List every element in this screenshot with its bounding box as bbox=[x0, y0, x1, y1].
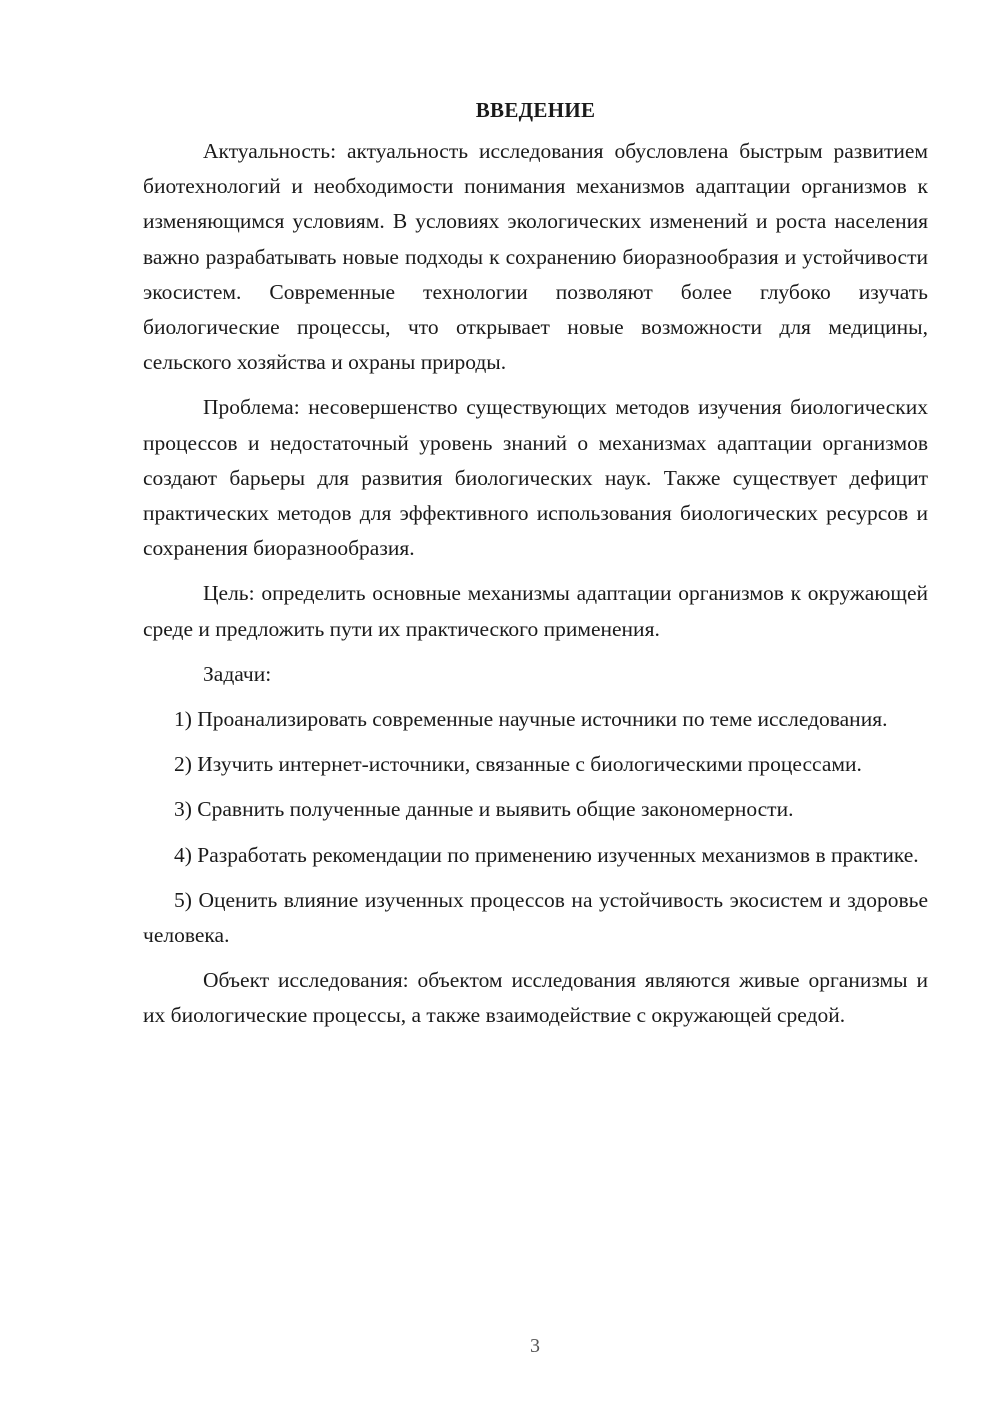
task-item: 1) Проанализировать современные научные источники по теме исследования. bbox=[174, 707, 888, 732]
task-item: 4) Разработать рекомендации по применению изученных механизмов в практике. bbox=[174, 842, 919, 867]
document-page bbox=[143, 96, 928, 1044]
page-number: 3 bbox=[530, 1335, 540, 1357]
relevance-paragraph: Актуальность: актуальность исследования обусловлена быстрым развитием биотехнологий и необходимости понимания механизмов адаптации организмов к изменяющимся условиям. В условиях экологических изменений и роста населения важно разрабатывать новые подходы к сохранению биоразнообразия и устойчивости экосистем. Современные технологии позволяют более глубоко изучать биологические процессы, что открывает новые возможности для медицины, сельского хозяйства и охраны природы. bbox=[143, 139, 928, 375]
task-item: 3) Сравнить полученные данные и выявить общие закономерности. bbox=[174, 797, 794, 822]
section-title: ВВЕДЕНИЕ bbox=[475, 98, 596, 122]
problem-paragraph: Проблема: несовершенство существующих методов изучения биологических процессов и недостаточный уровень знаний о механизмах адаптации организмов создают барьеры для развития биологических наук. Также существует дефицит практических методов для эффективного использования биологических ресурсов и сохранения биоразнообразия. bbox=[143, 395, 928, 561]
object-paragraph: Объект исследования: объектом исследования являются живые организмы и их биологические процессы, а также взаимодействие с окружающей средой. bbox=[143, 968, 928, 1028]
goal-paragraph: Цель: определить основные механизмы адаптации организмов к окружающей среде и предложить пути их практического применения. bbox=[143, 581, 928, 641]
task-item: 5) Оценить влияние изученных процессов на устойчивость экосистем и здоровье человека. bbox=[143, 887, 928, 948]
tasks-heading: Задачи: bbox=[203, 661, 272, 686]
task-item: 2) Изучить интернет-источники, связанные с биологическими процессами. bbox=[174, 752, 862, 777]
